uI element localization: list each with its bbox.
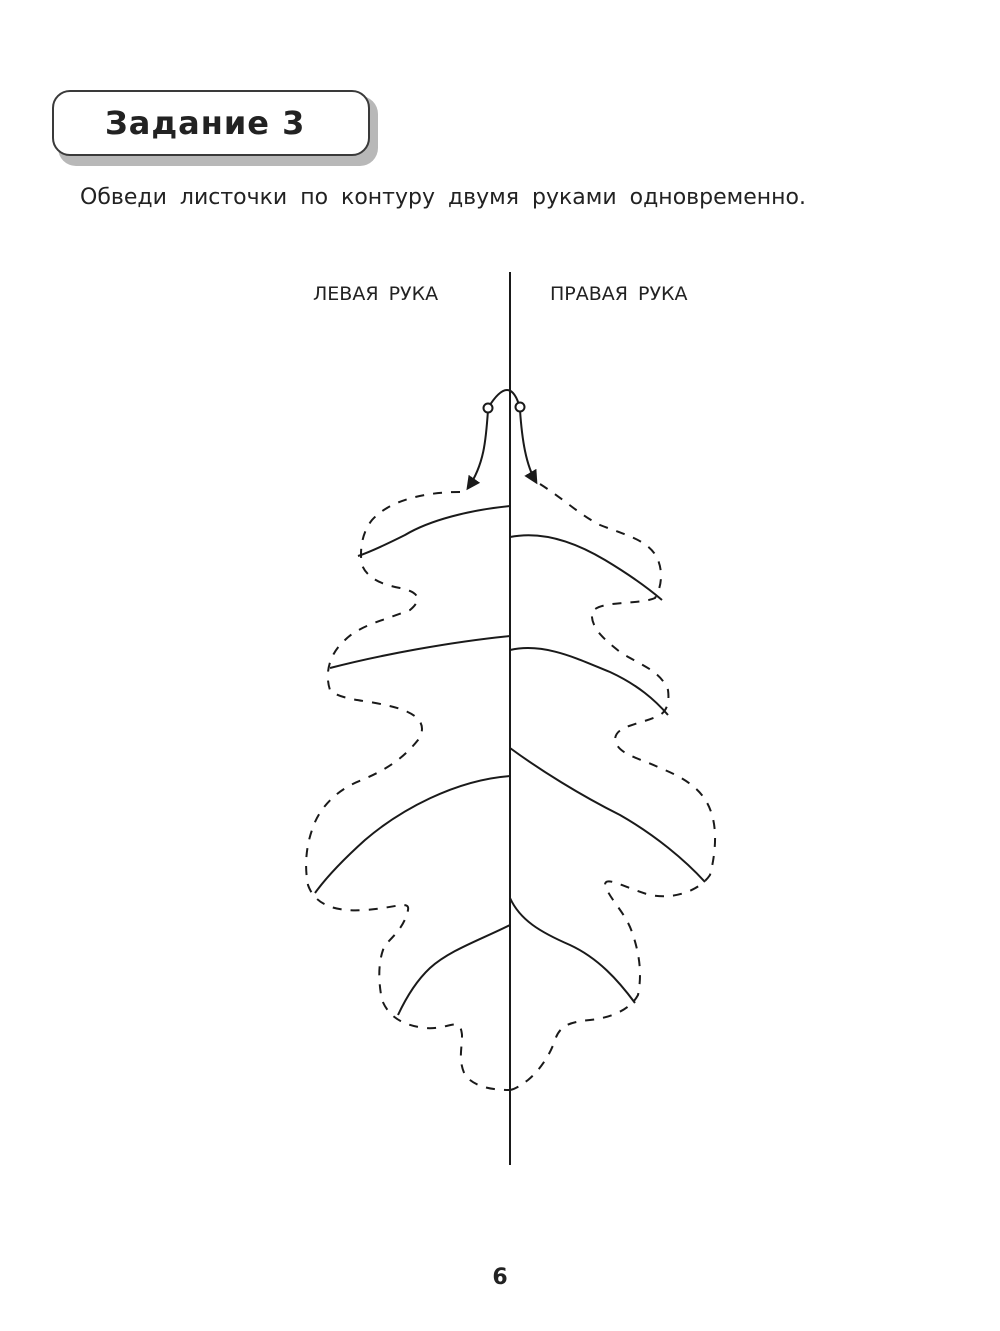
- right-start-arrow: [520, 410, 536, 482]
- right-vein-2: [510, 648, 668, 715]
- right-vein-1: [510, 535, 662, 600]
- left-vein-3: [315, 776, 510, 893]
- left-vein-4: [398, 925, 510, 1015]
- right-vein-3: [510, 748, 705, 882]
- right-leaf-outline-dashed: [510, 484, 715, 1090]
- right-hand-label: ПРАВАЯ РУКА: [550, 283, 688, 305]
- task-title: Задание 3: [105, 104, 306, 142]
- start-arrows: [468, 390, 536, 488]
- left-start-dot: [484, 404, 493, 413]
- left-start-arrow: [468, 410, 488, 488]
- left-leaf-outline-dashed: [306, 492, 510, 1090]
- right-vein-4: [510, 898, 635, 1003]
- left-hand-label: ЛЕВАЯ РУКА: [313, 283, 439, 305]
- task-instruction: Обведи листочки по контуру двумя руками одновременно.: [80, 185, 806, 210]
- left-vein-1: [358, 506, 510, 556]
- page-number: 6: [492, 1265, 508, 1290]
- left-vein-2: [330, 636, 510, 668]
- right-start-dot: [516, 403, 525, 412]
